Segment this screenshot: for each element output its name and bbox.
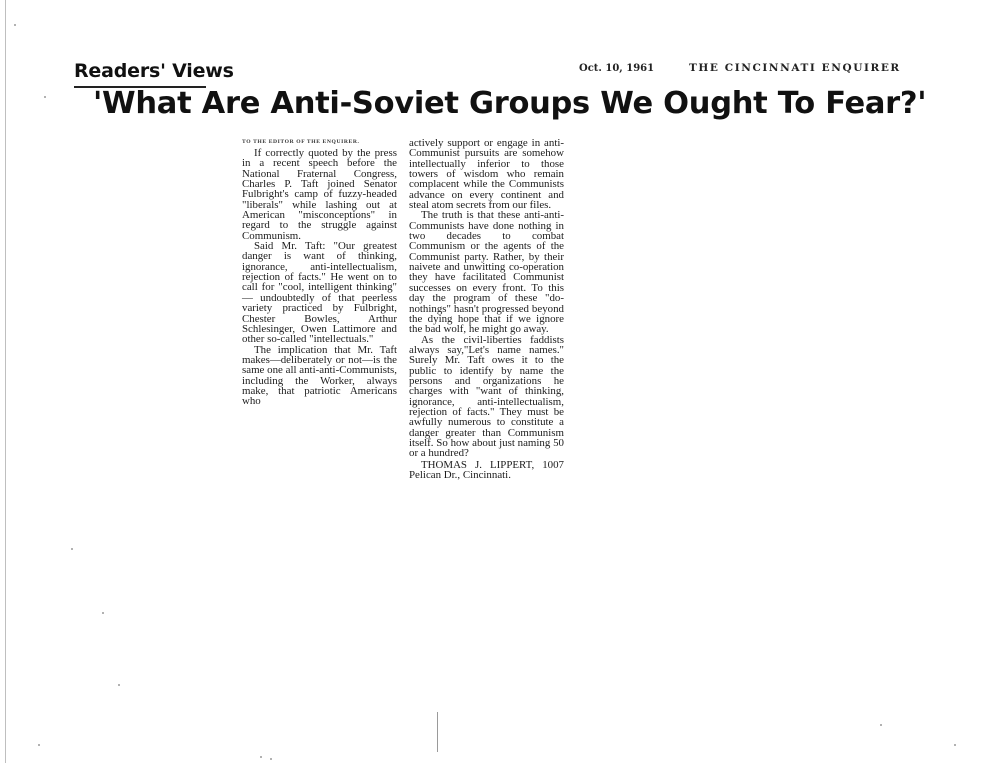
headline: 'What Are Anti-Soviet Groups We Ought To Fear?' [93, 86, 927, 121]
article-paragraph: The truth is that these anti-anti-Communists have done nothing in two decades to combat Communism or the agents of the Communist party. Rather, by their naivete and unwitting co-operation they have facilitated Communist successes on every front. To this day the program of these "do-nothings" hasn't progressed beyond the dying hope that if we ignore the bad wolf, he might go away. [409, 209, 564, 336]
dateline: Oct. 10, 1961 [579, 63, 655, 74]
article-column-left [242, 138, 397, 407]
article-paragraph-continued: actively support or engage in anti-Communist pursuits are somehow intellectually inferior to those towers of wisdom who remain complacent while the Communists advance on every continent and steal atom secrets from our files. [409, 137, 564, 212]
scan-speck [44, 96, 46, 98]
article-paragraph: The implication that Mr. Taft makes—deliberately or not—is the same one all anti-anti-Communists, including the Worker, always make, that patriotic Americans who [242, 343, 397, 408]
newspaper-name: THE CINCINNATI ENQUIRER [689, 62, 901, 74]
scan-speck [71, 548, 73, 550]
scan-speck [437, 712, 438, 752]
article-column-right [409, 138, 564, 480]
scan-speck [260, 756, 262, 758]
letter-signature: THOMAS J. LIPPERT, 1007 Pelican Dr., Cincinnati. [409, 458, 564, 481]
scan-speck [880, 724, 882, 726]
scan-edge-line [5, 0, 6, 763]
article-paragraph: As the civil-liberties faddists always say,"Let's name names." Surely Mr. Taft owes it to the public to identify by name the persons and organizations he charges with "want of thinking, ignorance, anti-intellectualism, rejection of facts." They must be awfully numerous to constitute a danger greater than Communism itself. So how about just naming 50 or a hundred? [409, 333, 564, 460]
article-paragraph: If correctly quoted by the press in a recent speech before the National Fraternal Congress, Charles P. Taft joined Senator Fulbright's camp of fuzzy-headed "liberals" while lashing out at American "misconceptions" in regard to the struggle against Communism. [242, 147, 397, 242]
scan-speck [270, 758, 272, 760]
scan-speck [954, 744, 956, 746]
scan-speck [102, 612, 104, 614]
scan-speck [118, 684, 120, 686]
scan-speck [38, 744, 40, 746]
section-label: Readers' Views [74, 60, 234, 82]
scan-speck [14, 24, 16, 26]
article-paragraph: Said Mr. Taft: "Our greatest danger is want of thinking, ignorance, anti-intellectualism, rejection of facts." He went on to call for "cool, intelligent thinking" — undoubtedly of that peerless variety practiced by Fulbright, Chester Bowles, Arthur Schlesinger, Owen Lattimore and other so-called "intellectuals." [242, 240, 397, 346]
letter-salutation: TO THE EDITOR OF THE ENQUIRER. [242, 139, 360, 145]
